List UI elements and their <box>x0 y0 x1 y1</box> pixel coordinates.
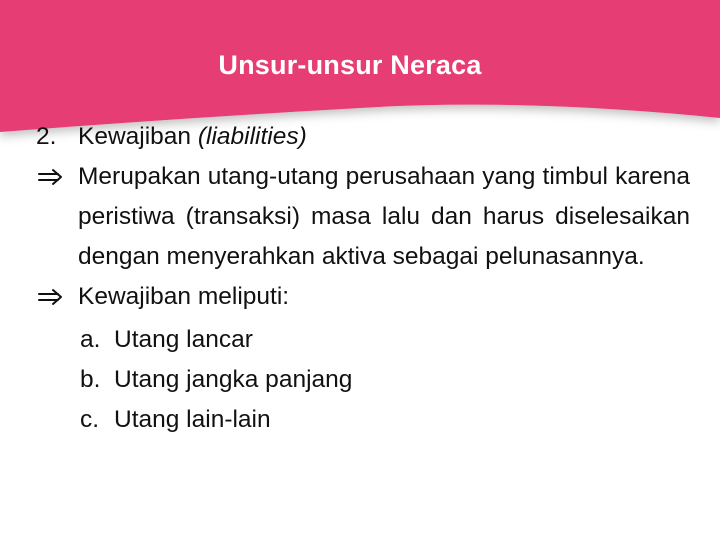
point-text: Kewajiban meliputi: <box>78 283 290 310</box>
list-item <box>80 360 690 400</box>
sub-item-marker: b. <box>80 366 101 393</box>
sub-item-marker: c. <box>80 406 100 433</box>
item-number: 2. <box>36 123 57 150</box>
arrow-point <box>36 277 690 320</box>
item-heading-text: Kewajiban <box>78 123 192 150</box>
numbered-item <box>36 117 690 157</box>
sub-item-text: Utang lancar <box>114 326 253 353</box>
list-item <box>80 400 690 440</box>
sub-item-text: Utang jangka panjang <box>114 366 353 393</box>
double-arrow-implies-icon <box>36 167 66 187</box>
list-item <box>80 320 690 360</box>
sub-item-text: Utang lain-lain <box>114 406 271 433</box>
double-arrow-implies-icon <box>36 287 66 307</box>
arrow-point <box>36 157 690 277</box>
slide-title: Unsur-unsur Neraca <box>218 50 482 80</box>
point-marker <box>36 277 78 320</box>
item-heading-italic: (liabilities) <box>197 123 307 150</box>
point-text: Merupakan utang-utang perusahaan yang timbul karena peristiwa (transaksi) masa lalu dan harus diselesaikan dengan menyerahkan aktiva sebagai pelunasannya. <box>78 163 690 270</box>
item-heading <box>78 117 690 157</box>
sub-item-marker: a. <box>80 326 101 353</box>
point-marker <box>36 157 78 200</box>
slide-content <box>36 117 690 440</box>
